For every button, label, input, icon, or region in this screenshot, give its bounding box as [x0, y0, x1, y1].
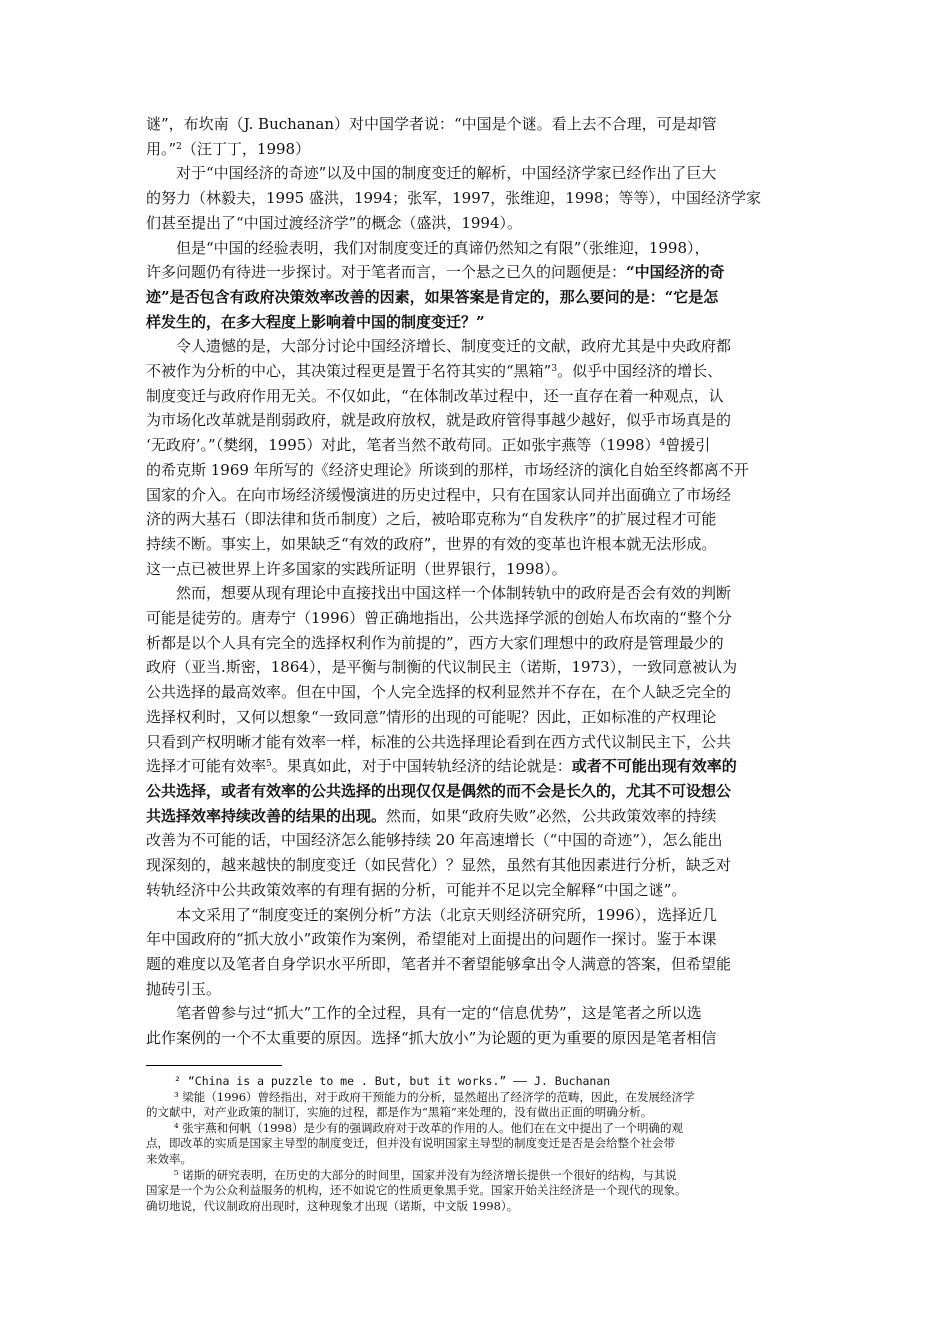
- line-text: 转轨经济中公共政策效率的有理有据的分析，可能并不足以完全解释“中国之谜”。: [146, 880, 687, 899]
- line-text: 选择才可能有效率: [146, 757, 267, 776]
- body-line: [146, 655, 810, 680]
- footnote-line: ⁴ 张宇燕和何帆（1998）是少有的强调政府对于改革的作用的人。他们在在文中提出了一个明确的观: [174, 1120, 684, 1135]
- line-text-after: 曾援引: [665, 436, 711, 455]
- body-line: [146, 507, 810, 532]
- line-text-emphasis: 或者不可能出现有效率的: [571, 757, 737, 776]
- body-line: [146, 631, 810, 656]
- footnote-ref: 5: [266, 759, 272, 770]
- body-line: [146, 680, 810, 705]
- footnote-line: ³ 梁能（1996）曾经指出，对于政府干预能力的分析，显然超出了经济学的范畴，因此，在发展经济学: [174, 1089, 695, 1104]
- body-line: [146, 754, 810, 779]
- footnote-line: 来效率。: [146, 1151, 192, 1166]
- line-text-emphasis: “中国经济的奇: [626, 263, 725, 282]
- body-line: [146, 853, 810, 878]
- line-text: 但是“中国的经验表明，我们对制度变迁的真谛仍然知之有限”（张维迎，1998），: [176, 238, 710, 257]
- body-line: [146, 557, 810, 582]
- line-text: 的努力（林毅夫，1995 盛洪，1994；张军，1997，张维迎，1998；等等），中国经济学家: [146, 189, 761, 208]
- line-text: 迹”是否包含有政府决策效率改善的因素，如果答案是肯定的，那么要问的是：“它是怎: [146, 287, 719, 306]
- body-line: [146, 359, 810, 384]
- line-text: 选择权利时，又何以想象“一致同意”情形的出现的可能呢？因此，正如标准的产权理论: [146, 707, 717, 726]
- footnotes: [146, 1074, 810, 1214]
- line-text: 对于“中国经济的奇迹”以及中国的制度变迁的解析，中国经济学家已经作出了巨大: [176, 164, 717, 183]
- body-line: [146, 1001, 810, 1026]
- body-line: [146, 186, 810, 211]
- footnote-line: ⁵ 诺斯的研究表明，在历史的大部分的时间里，国家并没有为经济增长提供一个很好的结构，与其说: [174, 1167, 677, 1182]
- body-line: [146, 310, 810, 335]
- body-line: [146, 952, 810, 977]
- body-line: [146, 137, 810, 162]
- line-text: 们甚至提出了“中国过渡经济学”的概念（盛洪，1994）。: [146, 213, 523, 232]
- line-text: 本文采用了“制度变迁的案例分析”方法（北京天则经济研究所，1996），选择近几: [176, 905, 718, 924]
- body-line: [146, 581, 810, 606]
- body-line: [146, 408, 810, 433]
- footnote-line: ² “China is a puzzle to me . But, but it works.” —— J. Buchanan: [174, 1074, 611, 1088]
- body-text: [146, 112, 810, 1051]
- line-text-after: 然而，如果“政府失败”必然，公共政策效率的持续: [386, 806, 717, 825]
- footnote-line: 国家是一个为公众利益服务的机构，还不如说它的性质更象黑手党。国家开始关注经济是一个现代的现象。: [146, 1183, 687, 1198]
- body-line: [146, 779, 810, 804]
- body-line: [146, 804, 810, 829]
- line-text-after: 。果真如此，对于中国转轨经济的结论就是：: [271, 757, 572, 776]
- footnote-ref: 2: [176, 141, 182, 152]
- line-text: 的希克斯 1969 年所写的《经济史理论》所谈到的那样，市场经济的演化自始至终都离不开: [146, 460, 749, 479]
- footnote-line: 点，即改革的实质是国家主导型的制度变迁，但并没有说明国家主导型的制度变迁是否是会给整个社会带: [146, 1136, 675, 1151]
- line-text: 现深刻的，越来越快的制度变迁（如民营化）？显然，虽然有其他因素进行分析，缺乏对: [146, 856, 732, 875]
- line-text: 题的难度以及笔者自身学识水平所即，笔者并不奢望能够拿出令人满意的答案，但希望能: [146, 954, 732, 973]
- footnote-ref: 4: [659, 438, 666, 449]
- body-line: [146, 236, 810, 261]
- body-line: [146, 532, 810, 557]
- line-text: 许多问题仍有待进一步探讨。对于笔者而言，一个悬之已久的问题便是：: [146, 263, 627, 282]
- line-text: 制度变迁与政府作用无关。不仅如此，“在体制改革过程中，还一直存在着一种观点，认: [146, 386, 724, 405]
- line-text: 令人遗憾的是，大部分讨论中国经济增长、制度变迁的文献，政府尤其是中央政府都: [176, 337, 732, 356]
- body-line: [146, 828, 810, 853]
- body-line: [146, 730, 810, 755]
- footnote-ref: 3: [551, 364, 558, 375]
- body-line: [146, 285, 810, 310]
- line-text-after: 。似乎中国经济的增长、: [557, 362, 723, 381]
- body-line: [146, 705, 810, 730]
- body-line: [146, 458, 810, 483]
- line-text: 谜”，布坎南（J. Buchanan）对中国学者说：“中国是个谜。看上去不合理，可是却管: [146, 115, 717, 133]
- line-text: 抛砖引玉。: [146, 979, 222, 998]
- line-text: ‘无政府’。”（樊纲，1995）对此，笔者当然不敢苟同。正如张宇燕等（1998）: [146, 436, 660, 455]
- line-text: 持续不断。事实上，如果缺乏“有效的政府”，世界的有效的变革也许根本就无法形成。: [146, 534, 717, 553]
- body-line: [146, 606, 810, 631]
- line-text: 然而，想要从现有理论中直接找出中国这样一个体制转轨中的政府是否会有效的判断: [176, 584, 732, 603]
- line-text: 可能是徒劳的。唐寿宁（1996）曾正确地指出，公共选择学派的创始人布坎南的“整个分: [146, 609, 732, 628]
- body-line: [146, 384, 810, 409]
- line-text: 此作案例的一个不太重要的原因。选择“抓大放小”为论题的更为重要的原因是笔者相信: [146, 1029, 717, 1048]
- footnote-line: 的文献中，对产业政策的制订，实施的过程，都是作为“黑箱”来处理的，没有做出正面的明确分析。: [146, 1105, 653, 1120]
- line-text: 济的两大基石（即法律和货币制度）之后，被哈耶克称为“自发秩序”的扩展过程才可能: [146, 510, 717, 529]
- body-line: [146, 211, 810, 236]
- line-text: 共选择效率持续改善的结果的出现。: [146, 806, 387, 825]
- line-text: 这一点已被世界上许多国家的实践所证明（世界银行，1998）。: [146, 559, 567, 578]
- footnote-line: 确切地说，代议制政府出现时，这种现象才出现（诺斯，中文版 1998）。: [146, 1198, 519, 1213]
- line-text: 公共选择，或者有效率的公共选择的出现仅仅是偶然的而不会是长久的，尤其不可设想公: [146, 781, 732, 800]
- body-line: [146, 483, 810, 508]
- body-line: [146, 878, 810, 903]
- line-text: 政府（亚当.斯密，1864），是平衡与制衡的代议制民主（诺斯，1973），一致同意被认为: [146, 658, 738, 677]
- line-text: 年中国政府的“抓大放小”政策作为案例，希望能对上面提出的问题作一探讨。鉴于本课: [146, 930, 717, 949]
- line-text: 只看到产权明晰才能有效率一样，标准的公共选择理论看到在西方式代议制民主下，公共: [146, 732, 732, 751]
- line-text: 为市场化改革就是削弱政府，就是政府放权，就是政府管得事越少越好，似乎市场真是的: [146, 411, 732, 430]
- line-text: 笔者曾参与过“抓大”工作的全过程，具有一定的“信息优势”，这是笔者之所以选: [176, 1004, 702, 1023]
- body-line: [146, 433, 810, 458]
- body-line: [146, 903, 810, 928]
- line-text: 析都是以个人具有完全的选择权利作为前提的”，西方大家们理想中的政府是管理最少的: [146, 633, 724, 652]
- line-text: 用。”: [146, 139, 177, 158]
- line-text: 不被作为分析的中心，其决策过程更是置于名符其实的“黑箱”: [146, 362, 552, 381]
- line-text: 改善为不可能的话，中国经济怎么能够持续 20 年高速增长（“中国的奇迹”），怎么能出: [146, 831, 723, 850]
- body-line: [146, 260, 810, 285]
- line-text: 国家的介入。在向市场经济缓慢演进的历史过程中，只有在国家认同并出面确立了市场经: [146, 485, 732, 504]
- line-text: 公共选择的最高效率。但在中国，个人完全选择的权利显然并不存在，在个人缺乏完全的: [146, 683, 732, 702]
- line-text-after: （汪丁丁，1998）: [181, 139, 311, 158]
- footnote-separator: [146, 1065, 282, 1066]
- body-line: [146, 334, 810, 359]
- body-line: [146, 112, 810, 137]
- body-line: [146, 1026, 810, 1051]
- line-text: 样发生的，在多大程度上影响着中国的制度变迁？”: [146, 312, 485, 331]
- body-line: [146, 161, 810, 186]
- body-line: [146, 977, 810, 1002]
- body-line: [146, 927, 810, 952]
